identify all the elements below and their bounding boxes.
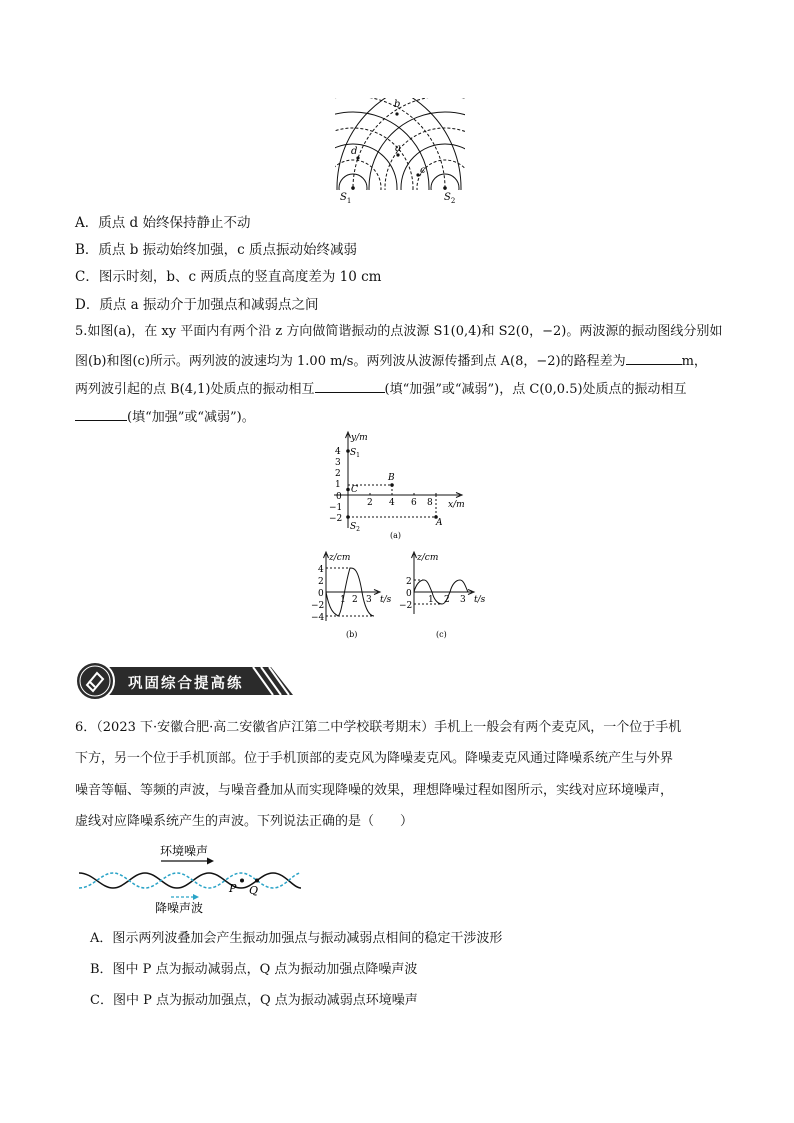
fig-c-xtick-1: 1 bbox=[428, 595, 434, 605]
fig-b-caption: (b) bbox=[346, 630, 358, 639]
label-p: P bbox=[229, 882, 237, 895]
q5-line-2-text: 图(b)和图(c)所示。两列波的波速均为 1.00 m/s。两列波从波源传播到点 A(8，−2)的路程差为 bbox=[75, 354, 626, 369]
q5-line-3-tail: (填“加强”或“减弱”)，点 C(0,0.5)处质点的振动相互 bbox=[384, 382, 687, 397]
fig-b-y-label: z/cm bbox=[329, 553, 351, 563]
fig-b-xtick-1: 1 bbox=[340, 595, 346, 605]
fig-a-y-label: y/m bbox=[351, 433, 368, 443]
fig-a-ytick-m1: −1 bbox=[329, 503, 343, 513]
interference-figure bbox=[335, 96, 465, 206]
figure-c-vibration-graph bbox=[394, 548, 490, 642]
q6-option-c: C．图中 P 点为振动加强点，Q 点为振动减弱点环境噪声 bbox=[90, 993, 418, 1008]
arrow-right-icon bbox=[161, 858, 214, 865]
fig-a-xtick-4: 4 bbox=[389, 498, 395, 508]
fig-a-ytick-0: 0 bbox=[336, 492, 342, 502]
fig-c-x-label: t/s bbox=[474, 595, 486, 605]
label-b: b bbox=[394, 99, 401, 110]
fig-a-ytick-4: 4 bbox=[335, 447, 341, 457]
fig-c-caption: (c) bbox=[436, 630, 447, 639]
fig-a-xtick-8: 8 bbox=[427, 498, 433, 508]
label-s1: $S_1$ bbox=[340, 192, 352, 205]
fig-b-ytick-0: 0 bbox=[318, 589, 324, 599]
q6-line-2: 下方，另一个位于手机顶部。位于手机顶部的麦克风为降噪麦克风。降噪麦克风通过降噪系统产生与外界 bbox=[75, 751, 674, 766]
fig-a-ytick-1: 1 bbox=[335, 480, 341, 490]
label-q: Q bbox=[249, 884, 259, 897]
fig-a-point-c: C bbox=[351, 485, 358, 495]
fig-a-xtick-2: 2 bbox=[367, 498, 373, 508]
point-p-dot bbox=[240, 879, 244, 883]
label-d: d bbox=[351, 146, 358, 157]
q6-line-1: 6．（2023 下·安徽合肥·高二安徽省庐江第二中学校联考期末）手机上一般会有两个麦克风，一个位于手机 bbox=[75, 720, 682, 735]
fig-a-ytick-m2: −2 bbox=[329, 514, 343, 524]
q5-line-4-text: (填“加强”或“减弱”)。 bbox=[127, 410, 255, 425]
source-s1-dot bbox=[351, 186, 355, 190]
fig-c-xtick-2: 2 bbox=[444, 595, 450, 605]
q4-option-a: A．质点 d 始终保持静止不动 bbox=[75, 215, 251, 231]
q6-option-b: B．图中 P 点为振动减弱点，Q 点为振动加强点降噪声波 bbox=[90, 962, 418, 977]
label-s2: $S_2$ bbox=[444, 192, 456, 205]
fig-a-point-s1: $S_1$ bbox=[350, 448, 360, 459]
fig-a-point-b: B bbox=[388, 473, 395, 483]
source-s2-dot bbox=[443, 186, 447, 190]
fig-c-xtick-3: 3 bbox=[460, 595, 466, 605]
q5-line-2-tail: m， bbox=[681, 354, 707, 369]
q6-line-4: 虚线对应降噪系统产生的声波。下列说法正确的是（ ） bbox=[75, 814, 414, 829]
q4-option-d: D．质点 a 振动介于加强点和减弱点之间 bbox=[75, 297, 319, 313]
q4-option-c: C．图示时刻，b、c 两质点的竖直高度差为 10 cm bbox=[75, 269, 382, 285]
q5-line-3 bbox=[75, 378, 687, 400]
fig-a-xtick-6: 6 bbox=[411, 498, 417, 508]
dashed-arrow-right-icon bbox=[171, 894, 199, 900]
ambient-noise-wave bbox=[79, 873, 301, 888]
cancel-noise-wave bbox=[79, 873, 301, 888]
fig-a-point-s2: $S_2$ bbox=[350, 522, 360, 533]
fig-b-x-label: t/s bbox=[380, 595, 392, 605]
point-b-dot bbox=[395, 112, 398, 115]
label-a: a bbox=[395, 143, 401, 154]
label-c: c bbox=[420, 165, 426, 176]
fig-a-point-a: A bbox=[436, 518, 443, 528]
fig-b-ytick-m4: −4 bbox=[311, 613, 325, 623]
fig-c-ytick-2: 2 bbox=[406, 577, 412, 587]
fig-b-ytick-4: 4 bbox=[318, 565, 324, 575]
section-title: 巩固综合提高练 bbox=[128, 676, 244, 692]
q5-line-1: 5.如图(a)，在 xy 平面内有两个沿 z 方向做简谐振动的点波源 S1(0,4)和 S2(0，−2)。两波源的振动图线分别如 bbox=[75, 324, 723, 339]
q5-line-4 bbox=[75, 406, 255, 428]
fig-c-y-label: z/cm bbox=[417, 553, 439, 563]
fig-b-ytick-m2: −2 bbox=[311, 601, 325, 611]
answer-blank-2[interactable] bbox=[315, 378, 385, 393]
label-ambient-noise: 环境噪声 bbox=[160, 844, 209, 858]
q5-line-3-text: 两列波引起的点 B(4,1)处质点的振动相互 bbox=[75, 382, 315, 397]
answer-blank-1[interactable] bbox=[626, 350, 682, 365]
fig-c-ytick-m2: −2 bbox=[399, 601, 413, 611]
answer-blank-3[interactable] bbox=[75, 406, 127, 421]
q5-line-2 bbox=[75, 350, 707, 372]
q6-option-a: A．图示两列波叠加会产生振动加强点与振动减弱点相间的稳定干涉波形 bbox=[90, 931, 503, 946]
fig-a-caption: (a) bbox=[390, 531, 402, 540]
fig-c-ytick-0: 0 bbox=[406, 589, 412, 599]
fig-a-x-label: x/m bbox=[448, 500, 465, 510]
noise-cancel-figure bbox=[75, 840, 305, 916]
q6-line-3: 噪音等幅、等频的声波，与噪音叠加从而实现降噪的效果，理想降噪过程如图所示，实线对应环境噪声， bbox=[75, 783, 674, 798]
fig-b-ytick-2: 2 bbox=[318, 577, 324, 587]
fig-a-ytick-2: 2 bbox=[335, 469, 341, 479]
q4-option-b: B．质点 b 振动始终加强，c 质点振动始终减弱 bbox=[75, 242, 357, 258]
point-q-dot bbox=[255, 879, 259, 883]
figure-a-coordinate-plane bbox=[320, 428, 480, 544]
label-cancel-wave: 降噪声波 bbox=[155, 901, 204, 915]
figure-b-vibration-graph bbox=[304, 548, 394, 642]
fig-b-xtick-3: 3 bbox=[366, 595, 372, 605]
fig-b-xtick-2: 2 bbox=[352, 595, 358, 605]
fig-a-ytick-3: 3 bbox=[335, 458, 341, 468]
